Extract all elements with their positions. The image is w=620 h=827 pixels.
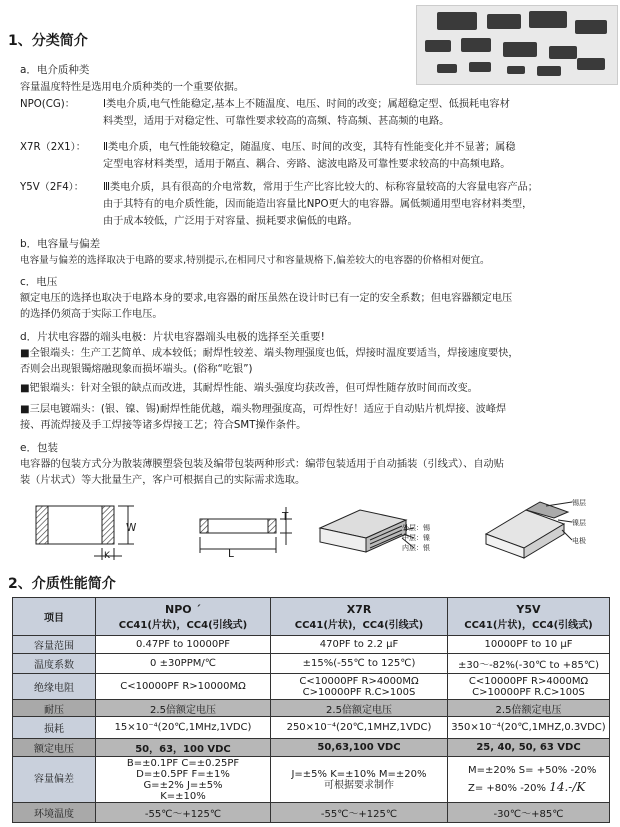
label-L: L — [228, 548, 234, 560]
table-row: 温度系数 0 ±30PPM/℃ ±15%(-55℃ to 125℃) ±30～-82%(-30℃ to +85℃) — [13, 654, 610, 674]
text-d-b3-line2: 接、再流焊接及手工焊接等诸多焊接工艺；符合SMT操作条件。 — [20, 420, 307, 431]
table-row: 耐压 2.5倍额定电压 2.5倍额定电压 2.5倍额定电压 — [13, 700, 610, 717]
heading-a: a．电介质种类 — [20, 64, 90, 76]
npo-line2: 料类型，适用于对稳定性、可靠性要求较高的高频、特高频、甚高频的电路。 — [103, 116, 450, 127]
text-e-line1: 电容器的包装方式分为散装薄膜塑袋包装及编带包装两种形式：编带包装适用于自动插装（引线式）、自动贴 — [20, 459, 504, 470]
table-row: 环境温度 -55℃～+125℃ -55℃～+125℃ -30℃～+85℃ — [13, 803, 610, 823]
table-row: 损耗 15×10⁻⁴(20℃,1MHz,1VDC) 250×10⁻⁴(20℃,1MHZ,1VDC) 350×10⁻⁴(20℃,1MHZ,0.3VDC) — [13, 717, 610, 739]
npo-label: NPO(CG)： — [20, 99, 75, 110]
dielectric-spec-table — [12, 597, 610, 823]
npo-line1: Ⅰ类电介质,电气性能稳定,基本上不随温度、电压、时间的改变；属超稳定型、低损耗电容材 — [103, 99, 510, 110]
heading-e: e．包装 — [20, 442, 58, 454]
header-npo: NPO ˊ CC41(片状)，CC4(引线式) — [96, 598, 271, 636]
section1-title: 1、分类简介 — [8, 33, 88, 49]
text-d-b1-line2: 否则会出现银镯熔融现象而损坏端头。(俗称“吃银”) — [20, 364, 253, 375]
label-inner-layer: 内层：银 — [402, 544, 430, 552]
table-row: 容量偏差 B=±0.1PF C=±0.25PF D=±0.5PF F=±1% G=±2% J=±5% K=±10% J=±5% K=±10% M=±20% 可根据要求制作 M=±20% S= +50% -20% Z= +80% -20% 14.-/K — [13, 757, 610, 803]
table-row: 容量范围 0.47PF to 10000PF 470PF to 2.2 μF 10000PF to 10 μF — [13, 636, 610, 654]
heading-b: b．电容量与偏差 — [20, 238, 101, 250]
label-K: K — [104, 551, 110, 561]
text-a-intro: 容量温度特性是选用电介质种类的一个重要依据。 — [20, 82, 245, 93]
x7r-label: X7R（2X1）： — [20, 142, 86, 153]
label-outer-layer: 外层：锡 — [402, 524, 430, 532]
table-row: 绝缘电阻 C<10000PF R>10000MΩ C<10000PF R>4000MΩ C>10000PF R.C>100S C<10000PF R>4000MΩ C>10000PF R.C>100S — [13, 674, 610, 700]
text-d-b2: ■钯银端头：针对全银的缺点而改进，其耐焊性能、端头强度均获改善，但可焊性随存放时间而改变。 — [20, 383, 478, 394]
heading-c: c．电压 — [20, 276, 58, 288]
header-x7r: X7R CC41(片状)，CC4(引线式) — [271, 598, 448, 636]
text-e-line2: 装（片状式）等大批量生产，客户可根据自己的实际需求选取。 — [20, 475, 306, 486]
header-y5v: Y5V CC41(片状)，CC4(引线式) — [448, 598, 610, 636]
text-c-line1: 额定电压的选择也取决于电路本身的要求,电容器的耐压虽然在设计时已有一定的安全系数；但电容器额定电压 — [20, 293, 513, 304]
section2-title: 2、介质性能简介 — [8, 576, 116, 592]
termination-structure-diagram — [476, 494, 576, 564]
y5v-line3: 由于成本较低，广泛用于对容量、损耗要求偏低的电路。 — [103, 216, 358, 227]
x7r-line2: 定型电容材料类型，适用于隔直、耦合、旁路、滤波电路及可靠性要求较高的中高频电路。 — [103, 159, 511, 170]
text-c-line2: 的选择仍须高于实际工作电压。 — [20, 309, 163, 320]
y5v-line2: 由于其特有的电介质性能，因而能造出容量比NPO更大的电容器。属低频通用型电容材料类型， — [103, 199, 533, 210]
y5v-line1: Ⅲ类电介质，具有很高的介电常数，常用于生产比容比较大的、标称容量较高的大容量电容产品； — [103, 182, 538, 193]
label-electrode: 电极 — [572, 537, 586, 545]
x7r-line1: Ⅱ类电介质，电气性能较稳定，随温度、电压、时间的改变，其特有性能变化并不显著；属稳 — [103, 142, 516, 153]
capacitor-photo — [416, 5, 618, 85]
chip-top-view-diagram — [22, 498, 152, 570]
text-d-b3-line1: ■三层电镀端头：(银、镍、锡)耐焊性能优越，端头物理强度高，可焊性好！适应于自动贴片机焊接、波峰焊 — [20, 404, 507, 415]
label-tin-layer: 锡层 — [572, 499, 586, 507]
heading-d: d．片状电容器的端头电极：片状电容器端头电极的选择至关重要! — [20, 331, 325, 343]
label-middle-layer: 中层：镍 — [402, 534, 430, 542]
label-nickel-layer: 镍层 — [572, 519, 586, 527]
label-T: T — [282, 511, 289, 523]
y5v-label: Y5V（2F4）： — [20, 182, 84, 193]
text-b: 电容量与偏差的选择取决于电路的要求,特别提示,在相同尺寸和容量规格下,偏差较大的电容器的价格相对便宜。 — [20, 255, 490, 266]
chip-side-view-diagram — [188, 505, 308, 567]
header-item: 项目 — [13, 598, 96, 636]
table-header-row — [13, 598, 610, 636]
label-W: W — [126, 522, 137, 534]
text-d-b1-line1: ■全银端头：生产工艺简单、成本较低；耐焊性较差、端头物理强度也低，焊接时温度要适当，焊接速度要快， — [20, 348, 519, 359]
table-row: 额定电压 50，63，100 VDC 50,63,100 VDC 25, 40, 50, 63 VDC — [13, 739, 610, 757]
